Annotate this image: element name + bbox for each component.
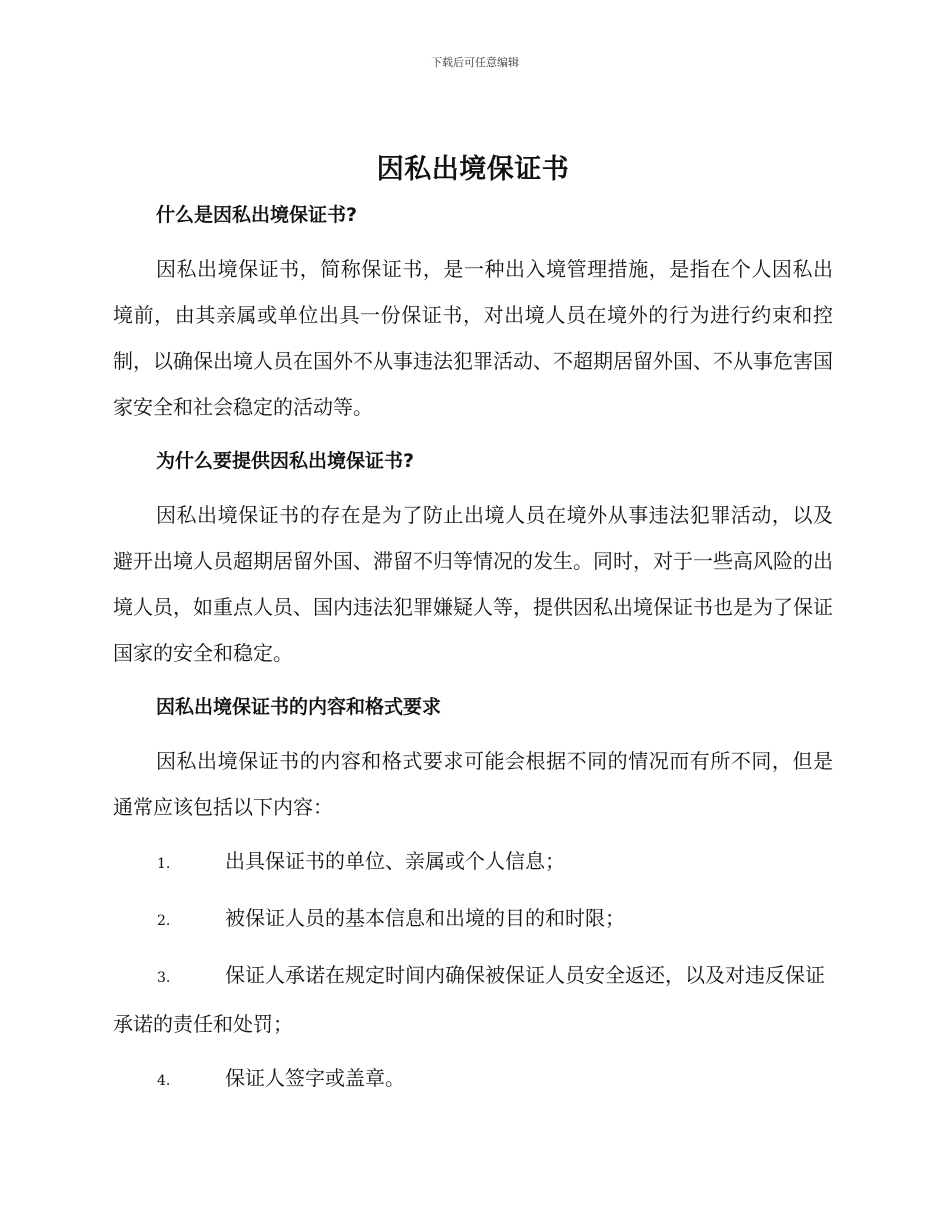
list-item-text: 出具保证书的单位、亲属或个人信息； <box>225 849 565 873</box>
list-item-text: 被保证人员的基本信息和出境的目的和时限； <box>225 906 625 930</box>
section-paragraph: 因私出境保证书的内容和格式要求可能会根据不同的情况而有所不同，但是通常应该包括以下内容： <box>113 749 833 819</box>
section-heading: 什么是因私出境保证书? <box>156 204 358 226</box>
page-header-note: 下载后可任意编辑 <box>431 56 519 69</box>
list-item-text: 保证人签字或盖章。 <box>225 1066 405 1090</box>
section-paragraph: 因私出境保证书的存在是为了防止出境人员在境外从事违法犯罪活动，以及避开出境人员超期居留外国、滞留不归等情况的发生。同时，对于一些高风险的出境人员，如重点人员、国内违法犯罪嫌疑人等，提供因私出境保证书也是为了保证国家的安全和稳定。 <box>113 503 833 665</box>
list-item <box>113 952 833 1047</box>
document-body <box>113 148 833 1104</box>
list-item <box>113 838 833 887</box>
list-item-number: 1. <box>157 856 171 872</box>
list-item-text: 保证人承诺在规定时间内确保被保证人员安全返还，以及对违反保证承诺的责任和处罚； <box>113 963 825 1036</box>
list-item-number: 2. <box>157 913 171 929</box>
section-paragraph: 因私出境保证书，简称保证书，是一种出入境管理措施，是指在个人因私出境前，由其亲属或单位出具一份保证书，对出境人员在境外的行为进行约束和控制，以确保出境人员在国外不从事违法犯罪活动、不超期居留外国、不从事危害国家安全和社会稳定的活动等。 <box>113 257 833 419</box>
list-item-number: 4. <box>157 1073 171 1089</box>
list-item <box>113 1055 833 1104</box>
section-heading: 因私出境保证书的内容和格式要求 <box>156 696 442 718</box>
list-item <box>113 895 833 944</box>
list-item-number: 3. <box>157 970 171 986</box>
document-title: 因私出境保证书 <box>376 154 570 185</box>
section-heading: 为什么要提供因私出境保证书? <box>156 450 415 472</box>
